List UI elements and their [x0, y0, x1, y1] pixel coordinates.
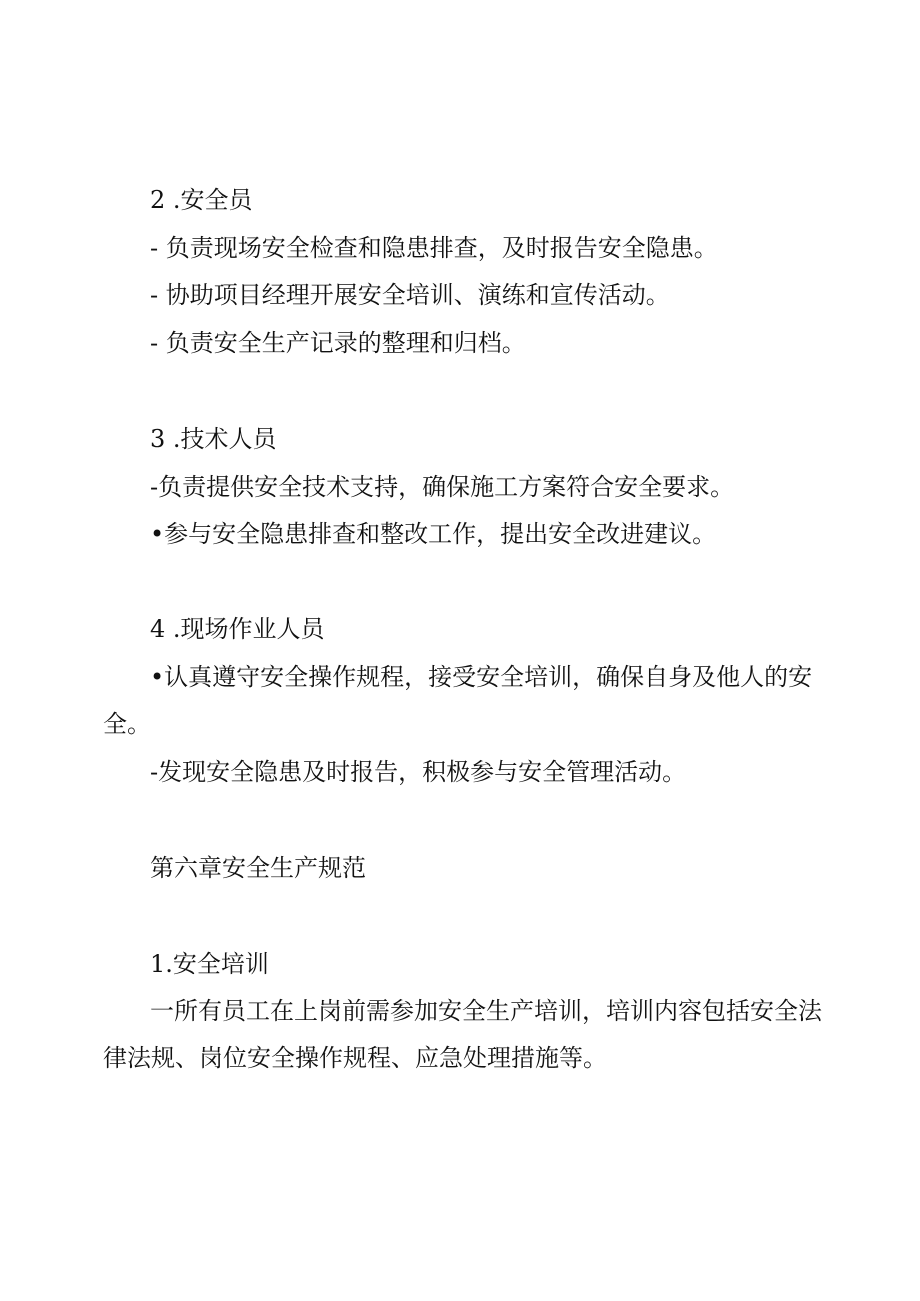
safety-officer-item-1: - 负责现场安全检查和隐患排查，及时报告安全隐患。 — [150, 234, 718, 262]
section-heading-safety-training: 1.安全培训 — [150, 950, 269, 978]
safety-officer-item-2: - 协助项目经理开展安全培训、演练和宣传活动。 — [150, 281, 670, 309]
field-workers-item-2: -发现安全隐患及时报告，积极参与安全管理活动。 — [150, 758, 687, 786]
chapter-title: 第六章安全生产规范 — [150, 854, 366, 882]
safety-training-paragraph-line-2: 律法规、岗位安全操作规程、应急处理措施等。 — [103, 1044, 607, 1072]
safety-officer-item-3: - 负责安全生产记录的整理和归档。 — [150, 329, 526, 357]
technical-staff-item-2: •参与安全隐患排查和整改工作，提出安全改进建议。 — [150, 520, 717, 548]
field-workers-item-1-continuation: 全。 — [103, 710, 151, 738]
section-heading-safety-officer: 2 .安全员 — [150, 186, 253, 214]
safety-training-paragraph-line-1: 一所有员工在上岗前需参加安全生产培训，培训内容包括安全法 — [150, 997, 822, 1025]
field-workers-item-1: •认真遵守安全操作规程，接受安全培训，确保自身及他人的安 — [150, 663, 813, 691]
section-heading-technical-staff: 3 .技术人员 — [150, 425, 277, 453]
technical-staff-item-1: -负责提供安全技术支持，确保施工方案符合安全要求。 — [150, 473, 735, 501]
section-heading-field-workers: 4 .现场作业人员 — [150, 615, 325, 643]
